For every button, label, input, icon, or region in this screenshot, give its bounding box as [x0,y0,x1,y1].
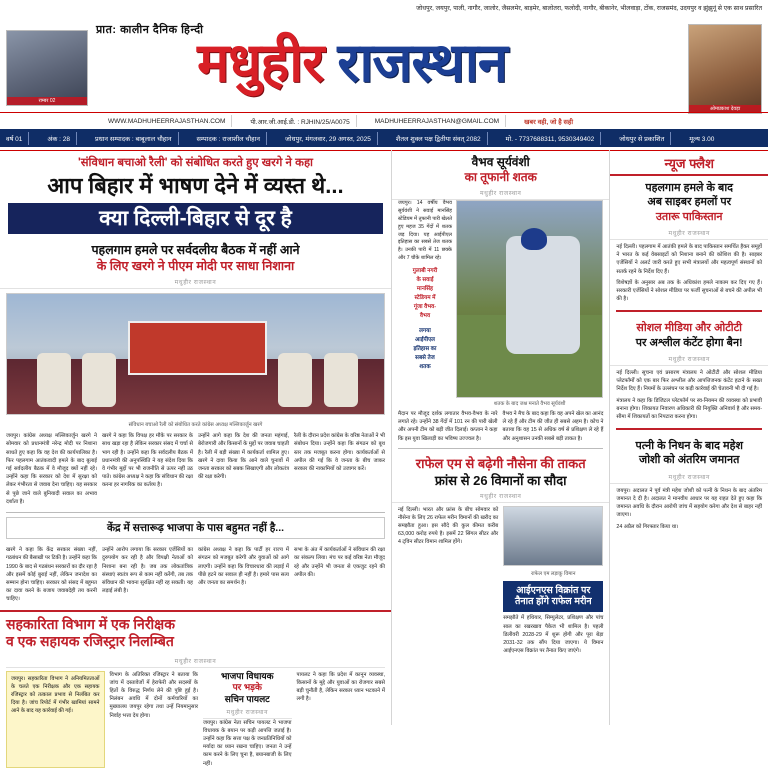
page-content [0,150,768,767]
photo-banner [128,321,268,375]
masthead-tagline: प्रात: कालीन दैनिक हिन्दी [96,24,204,36]
sports-paragraph-3: वैभव ने मैच के बाद कहा कि वह अपने खेल का आनंद ले रहे हैं और टीम की जीत ही सबसे अहम है। कोच ने बताया कि वह 15 से अधिक वर्ष से प्रशिक्षण ले रहे हैं और अनुशासन उनकी सबसे बड़ी ताकत है। [502,411,604,442]
flash1-paragraph: नई दिल्ली। पहलगाम में आतंकी हमले के बाद पाकिस्तान समर्थित हैकर समूहों ने भारत के कई वेबसाइटों को निशाना बनाने की कोशिश की है। साइबर एजेंसियों ने अलर्ट जारी करते हुए सभी मंत्रालयों और महत्वपूर्ण संस्थानों को सतर्क रहने के निर्देश दिए हैं। [616,243,763,275]
rafale-headline [392,452,609,490]
sidebox-line: सबसे तेज [415,354,435,361]
sports-paragraph-2: मैदान पर मौजूद दर्शक लगातार वैभव-वैभव के नारे लगाते रहे। उन्होंने 38 गेंदों में 101 रन की पारी खेली और अपनी टीम को बड़ी जीत दिलाई। कप्तान ने कहा कि इस युवा खिलाड़ी का भविष्य उज्ज्वल है। [397,411,498,442]
center-story-headline: केंद्र में सत्तारूढ़ भाजपा के पास बहुमत नहीं है... [106,522,285,535]
flash2-line2: पर अश्लील कंटेंट होगा बैन! [635,336,743,349]
masthead-left-photo-caption: राम्बर 02 [7,97,87,105]
sports-headline [392,150,609,187]
news-flash-title: न्यूज फ्लैश [610,150,768,176]
lead-paragraph: जयपुर। कांग्रेस अध्यक्ष मल्लिकार्जुन खरगे ने सोमवार को प्रधानमंत्री नरेन्द्र मोदी पर निशाना साधते हुए कहा कि वह देश की कार्यपालिका है। फिर पहलगाम आतंकवादी हमले के बाद बुलाई गई सर्वदलीय बैठक में वे मौजूद क्यों नहीं रहे। उन्होंने कहा कि सरकार को देश में सुरक्षा को लेकर गंभीरता से जवाब देना चाहिए। यह सरकार से पूछे जाने वाले बुनियादी सवाल का अभाव दर्शाता है। [6,433,97,505]
photo-batsman [506,236,580,354]
center-paragraph: कांग्रेस अध्यक्ष ने कहा कि पार्टी हर राज्य में संगठन को मजबूत करेगी और युवाओं को आगे लाएगी। उन्होंने कहा कि विचारधारा की लड़ाई में पीछे हटने का सवाल ही नहीं है। हमारे पास सत्य और जनता का समर्थन है। [198,547,289,586]
photo-person [278,353,312,407]
sports-headline-line1: वैभव सूर्यवंशी [471,155,530,169]
masthead-slogan: खबर वही, जो है सही [524,118,574,126]
flash2-paragraph: नई दिल्ली। सूचना एवं प्रसारण मंत्रालय ने ओटीटी और सोशल मीडिया प्लेटफॉर्मों को एक बार फिर अश्लील और आपत्तिजनक कंटेंट हटाने के सख्त निर्देश दिए हैं। नियमों के उल्लंघन पर कड़ी कार्रवाई की चेतावनी भी दी गई है। [616,369,763,393]
sports-sidebox-2 [398,327,452,372]
divider [28,132,41,145]
pilot-paragraph: जयपुर। कांग्रेस नेता सचिन पायलट ने भाजपा विधायक के बयान पर कड़ी आपत्ति जताई है। उन्होंने कहा कि सत्ता पक्ष के जनप्रतिनिधियों को मर्यादा का ध्यान रखना चाहिए। जनता ने उन्हें काम करने के लिए चुना है, बयानबाजी के लिए नहीं। [203,719,292,767]
flash-item3-headline [610,434,768,471]
flash-item2-body [610,366,768,424]
flash3-paragraph: जयपुर। अदालत ने पूर्व मंत्री महेश जोशी को पत्नी के निधन के बाद अंतरिम जमानत दे दी है। अदालत ने मानवीय आधार पर यह राहत देते हुए कहा कि जमानत अवधि के दौरान आरोपी जांच में सहयोग करेगा और देश से बाहर नहीं जाएगा। [616,487,763,519]
flash-item2-byline: मधुहीर राजस्थान [610,353,768,366]
place-date: जोधपुर, मंगलवार, 29 अगस्त, 2025 [284,135,371,143]
lead-subhead [0,238,391,277]
lead-kicker: 'संविधान बचाओ रैली' को संबोधित करते हुए खरगे ने कहा [77,157,314,169]
lead-body [0,429,391,509]
coop-paragraph: विभाग के अतिरिक्त रजिस्ट्रार ने बताया कि जांच में दस्तावेजों में हेराफेरी और सदस्यों के हितों के विरुद्ध निर्णय लेने की पुष्टि हुई है। निलंबन अवधि में दोनों कर्मचारियों का मुख्यालय जयपुर रहेगा तथा उन्हें नियमानुसार निर्वाह भत्ता देय होगा। [109,671,198,719]
sidebox-line: मानसिंह [416,286,434,292]
center-story-header [6,517,385,539]
volume-label: वर्ष 01 [6,135,23,143]
divider [505,115,518,127]
photo-person [82,353,116,407]
lead-headline-box: क्या दिल्ली-बिहार से दूर है [8,203,383,234]
lead-subhead-line1: पहलगाम हमले पर सर्वदलीय बैठक में नहीं आने [91,242,300,257]
pilot-sidebar [203,671,292,768]
rafale-photo [503,506,603,566]
coop-highlight-box: जयपुर। सहकारिता विभाग ने अनियमितताओं के चलते एक निरीक्षक और एक सहायक रजिस्ट्रार को तत्काल प्रभाव से निलंबित कर दिया है। जांच रिपोर्ट में गंभीर खामियां सामने आने के बाद यह कार्रवाई की गई। [6,671,105,768]
sidebox-line: गूंजा वैभव- [413,303,437,310]
flash2-paragraph-2: मंत्रालय ने कहा कि डिजिटल प्लेटफॉर्म पर स्व-नियमन की व्यवस्था को प्रभावी बनाना होगा। शिकायत निवारण अधिकारी की नियुक्ति अनिवार्य है और समय-सीमा में शिकायतों का निपटारा करना होगा। [616,397,763,420]
column-right [610,150,768,725]
sports-paragraph: जयपुर। 14 वर्षीय वैभव सूर्यवंशी ने सवाई मानसिंह स्टेडियम में तूफानी पारी खेलते हुए महज 35 गेंदों में शतक जड़ दिया। यह आईपीएल इतिहास का सबसे तेज शतक है। उनकी पारी में 11 छक्के और 7 चौके शामिल रहे। [397,200,452,262]
coop-headline-line2: व एक सहायक रजिस्ट्रार निलम्बित [6,633,174,650]
column-left [0,150,392,767]
center-paragraph: सभा के अंत में कार्यकर्ताओं ने संविधान की रक्षा का संकल्प लिया। मंच पर कई वरिष्ठ नेता मौजूद रहे और उन्होंने भी जनता से एकजुट रहने की अपील की। [294,547,385,578]
rafale-headline-line2: फ्रांस से 26 विमानों का सौदा [434,472,567,488]
sports-sidebox-1 [398,267,452,321]
samvat-date: शैतल शुक्ल पक्ष द्वितीया संवत् 2082 [395,135,481,143]
center-story-body [0,543,391,606]
sidebox-line: लगया [419,327,431,334]
flash2-line1: सोशल मीडिया और ओटीटी [636,322,742,335]
coop-body [0,668,391,771]
sports-byline: मधुहीर राजस्थान [392,187,609,200]
divider [616,428,762,430]
flash-item2-headline [610,316,768,353]
rni-number: पी.आर.जी.आई.डी. : RJHIN/25/A0075 [250,118,350,126]
photo-person [324,353,358,407]
rafale-paragraph-2: समझौते में हथियार, सिम्युलेटर, प्रशिक्षण और पांच साल का रखरखाव पैकेज भी शामिल है। पहली डिलीवरी 2028-29 में शुरू होगी और पूरा बेड़ा 2031-32 तक सौंप दिया जाएगा। ये विमान आईएनएस विक्रांत पर तैनात किए जाएंगे। [503,615,604,655]
lead-paragraph: खरगे ने कहा कि विपक्ष हर मौके पर सरकार के साथ खड़ा रहा है लेकिन सरकार संसद में चर्चा से भाग रही है। उन्होंने कहा कि सर्वदलीय बैठक में प्रधानमंत्री की अनुपस्थिति ने यह संदेश दिया कि वे गंभीर मुद्दों पर भी राजनीति से ऊपर नहीं उठ पाते। कांग्रेस अध्यक्ष ने कहा कि संविधान की रक्षा करना हर नागरिक का कर्तव्य है। [102,433,193,489]
publication-place: जोधपुर से प्रकाशित [619,135,665,143]
divider [356,115,369,127]
divider [6,512,385,513]
center-paragraph: खरगे ने कहा कि केंद्र सरकार संख्या नहीं, गठबंधन की बैसाखी पर टिकी है। उन्होंने कहा कि 1990 के बाद से गठबंधन सरकारों का दौर रहा है और इसमें कोई बुराई नहीं, लेकिन जनादेश का सम्मान होना चाहिए। सरकार को संसद में बहुमत का दावा करने के बजाय जवाबदेही तय करनी चाहिए। [6,547,97,603]
issue-label: अंक : 28 [47,135,71,143]
sidebox-line: गुलाबी नगरी [412,268,438,275]
photo-helmet [521,228,547,250]
center-paragraph: उन्होंने आरोप लगाया कि सरकार एजेंसियों का दुरुपयोग कर रही है और विपक्षी नेताओं को निशाना बना रही है। जब तक लोकतांत्रिक संस्थाएं स्वतंत्र रूप से काम नहीं करेंगी, तब तक संविधान की भावना सुरक्षित नहीं रह सकती। यह लड़ाई लंबी है। [102,547,193,595]
masthead-infobar [0,129,768,147]
masthead-right-photo [688,24,762,114]
lead-paragraph: रैली के दौरान प्रदेश कांग्रेस के वरिष्ठ नेताओं ने भी संबोधन दिया। उन्होंने कहा कि संगठन को बूथ स्तर तक मजबूत करना होगा। कार्यकर्ताओं से अपील की गई कि वे जनता के बीच जाकर सरकार की नाकामियों को उजागर करें। [294,433,385,473]
pilot-head-line2: पर भड़के [232,682,262,693]
sidebox-line: वैभव [419,312,431,319]
flash3-paragraph-2: 24 अप्रैल को गिरफ्तार किया था। [616,523,679,530]
lead-photo [6,293,385,415]
nameplate [52,33,652,93]
pilot-head-line3: सचिन पायलट [224,693,270,704]
sidebox-line: इतिहास का [413,345,437,352]
coverage-line: जोधपुर, जयपुर, पाली, नागौर, जालोर, जैसलमेर, बाड़मेर, बालोतरा, फलोदी, नागौर, बीकानेर, भीलवाड़ा, टोंक, राजसमंद, उदयपुर व झुंझुनूं से एक साथ प्रसारित [416,5,762,12]
lead-photo-caption: संविधान बचाओ रैली को संबोधित करते कांग्रेस अध्यक्ष मल्लिकार्जुन खरगे [128,422,263,429]
flash3-line1: पत्नी के निधन के बाद महेश [635,440,743,453]
pilot-byline: मधुहीर राजस्थान [203,706,292,719]
masthead-right-photo-caption: ओमप्रकाश देवड़ा [689,105,761,113]
rafale-byline: मधुहीर राजस्थान [392,490,609,503]
email-address[interactable]: MADHUHEERRAJASTHAN@GMAIL.COM [374,117,500,125]
website-url[interactable]: WWW.MADHUHEERRAJASTHAN.COM [108,117,226,125]
flash-item1-headline [610,176,768,227]
divider [616,310,762,312]
editor2-label: सम्पादक : राजाशील चौहान [196,135,260,143]
masthead [0,0,768,151]
rafale-headline-line1: राफेल एम से बढ़ेगी नौसेना की ताकत [415,455,586,471]
flash-item3-body [610,484,768,534]
newspaper-title [52,33,652,93]
lead-subhead-line2: के लिए खरगे ने पीएम मोदी पर साधा निशाना [96,259,295,274]
flash1-paragraph-2: विशेषज्ञों के अनुसार अब तक के अधिकांश हमले नाकाम कर दिए गए हैं। सरकारी एजेंसियों ने सोशल मीडिया पर फर्जी सूचनाओं से बचने की अपील भी की है। [616,279,763,303]
sports-photo [456,200,603,398]
divider [231,115,244,127]
divider [600,132,613,145]
flash1-line1: पहलगाम हमले के बाद [645,182,734,194]
coop-story [0,610,391,655]
bluebar-line2: तैनात होंगे राफेल मरीन [514,596,592,608]
newspaper-title-part2: राजस्थान [337,33,507,93]
sidebox-line: स्टेडियम में [414,294,436,301]
divider [178,132,191,145]
flash-item3-byline: मधुहीर राजस्थान [610,471,768,484]
pilot-head-line1: भाजपा विधायक [220,670,274,681]
newspaper-title-part1: मधुहीर [197,33,324,93]
divider [76,132,89,145]
lead-byline: मधुहीर राजस्थान [0,276,391,289]
flash1-line3: उतारू पाकिस्तान [655,210,723,223]
flash1-line2: अब साइबर हमलों पर [647,196,732,209]
column-middle [392,150,610,725]
sidebox-line: शतक [419,363,431,370]
masthead-urlbar [0,112,768,130]
pilot-head [203,671,292,706]
sidebox-line: के सवाई [416,277,434,284]
sports-photo-caption: शतक के बाद जश्न मनाते वैभव सूर्यवंशी [493,401,566,407]
flash-item1-body [610,240,768,306]
flash-item1-byline: मधुहीर राजस्थान [610,227,768,240]
divider [487,132,500,145]
divider [266,132,279,145]
contact-phone: मो. - 7737688311, 9530349402 [505,135,595,143]
price-label: मूल्य 3.00 [689,135,715,143]
divider [377,132,390,145]
divider [398,448,603,449]
lead-headline: आप बिहार में भाषण देने में व्यस्त थे... [47,173,344,199]
photo-person [37,353,71,407]
lead-paragraph: उन्होंने आगे कहा कि देश की जनता महंगाई, बेरोजगारी और किसानों के मुद्दों पर जवाब चाहती है। रैली में बड़ी संख्या में कार्यकर्ता शामिल हुए। खरगे ने दावा किया कि आने वाले चुनावों में जनता सरकार को सबक सिखाएगी और लोकतंत्र की रक्षा करेगी। [198,433,289,481]
pilot-paragraph-2: पायलट ने कहा कि प्रदेश में कानून व्यवस्था, किसानों के मुद्दे और युवाओं का रोजगार सबसे बड़ी चुनौती है, लेकिन सरकार ध्यान भटकाने में लगी है। [296,671,385,703]
flash3-line2: जोशी को अंतरिम जमानत [639,454,740,467]
rafale-bluebar [503,581,603,613]
editor-label: प्रधान सम्पादक : बाबूलाल चौहान [95,135,172,143]
sidebox-line: आईपीएल [414,336,435,343]
rafale-paragraph: नई दिल्ली। भारत और फ्रांस के बीच सोमवार को नौसेना के लिए 26 राफेल मरीन विमानों की खरीद का समझौता हुआ। इस सौदे की कुल कीमत करीब 63,000 करोड़ रुपये है। इसमें 22 सिंगल सीटर और 4 ट्विन सीटर विमान शामिल होंगे। [397,506,499,546]
lead-story [0,150,391,238]
bluebar-line1: आईएनएस विक्रांत पर [516,584,591,596]
divider [670,132,683,145]
coop-headline-line1: सहकारिता विभाग में एक निरीक्षक [6,615,175,632]
rafale-photo-caption: राफेल एम लड़ाकू विमान [531,570,576,577]
coop-byline: मधुहीर राजस्थान [6,655,385,668]
sports-headline-line2: का तूफानी शतक [464,170,537,184]
